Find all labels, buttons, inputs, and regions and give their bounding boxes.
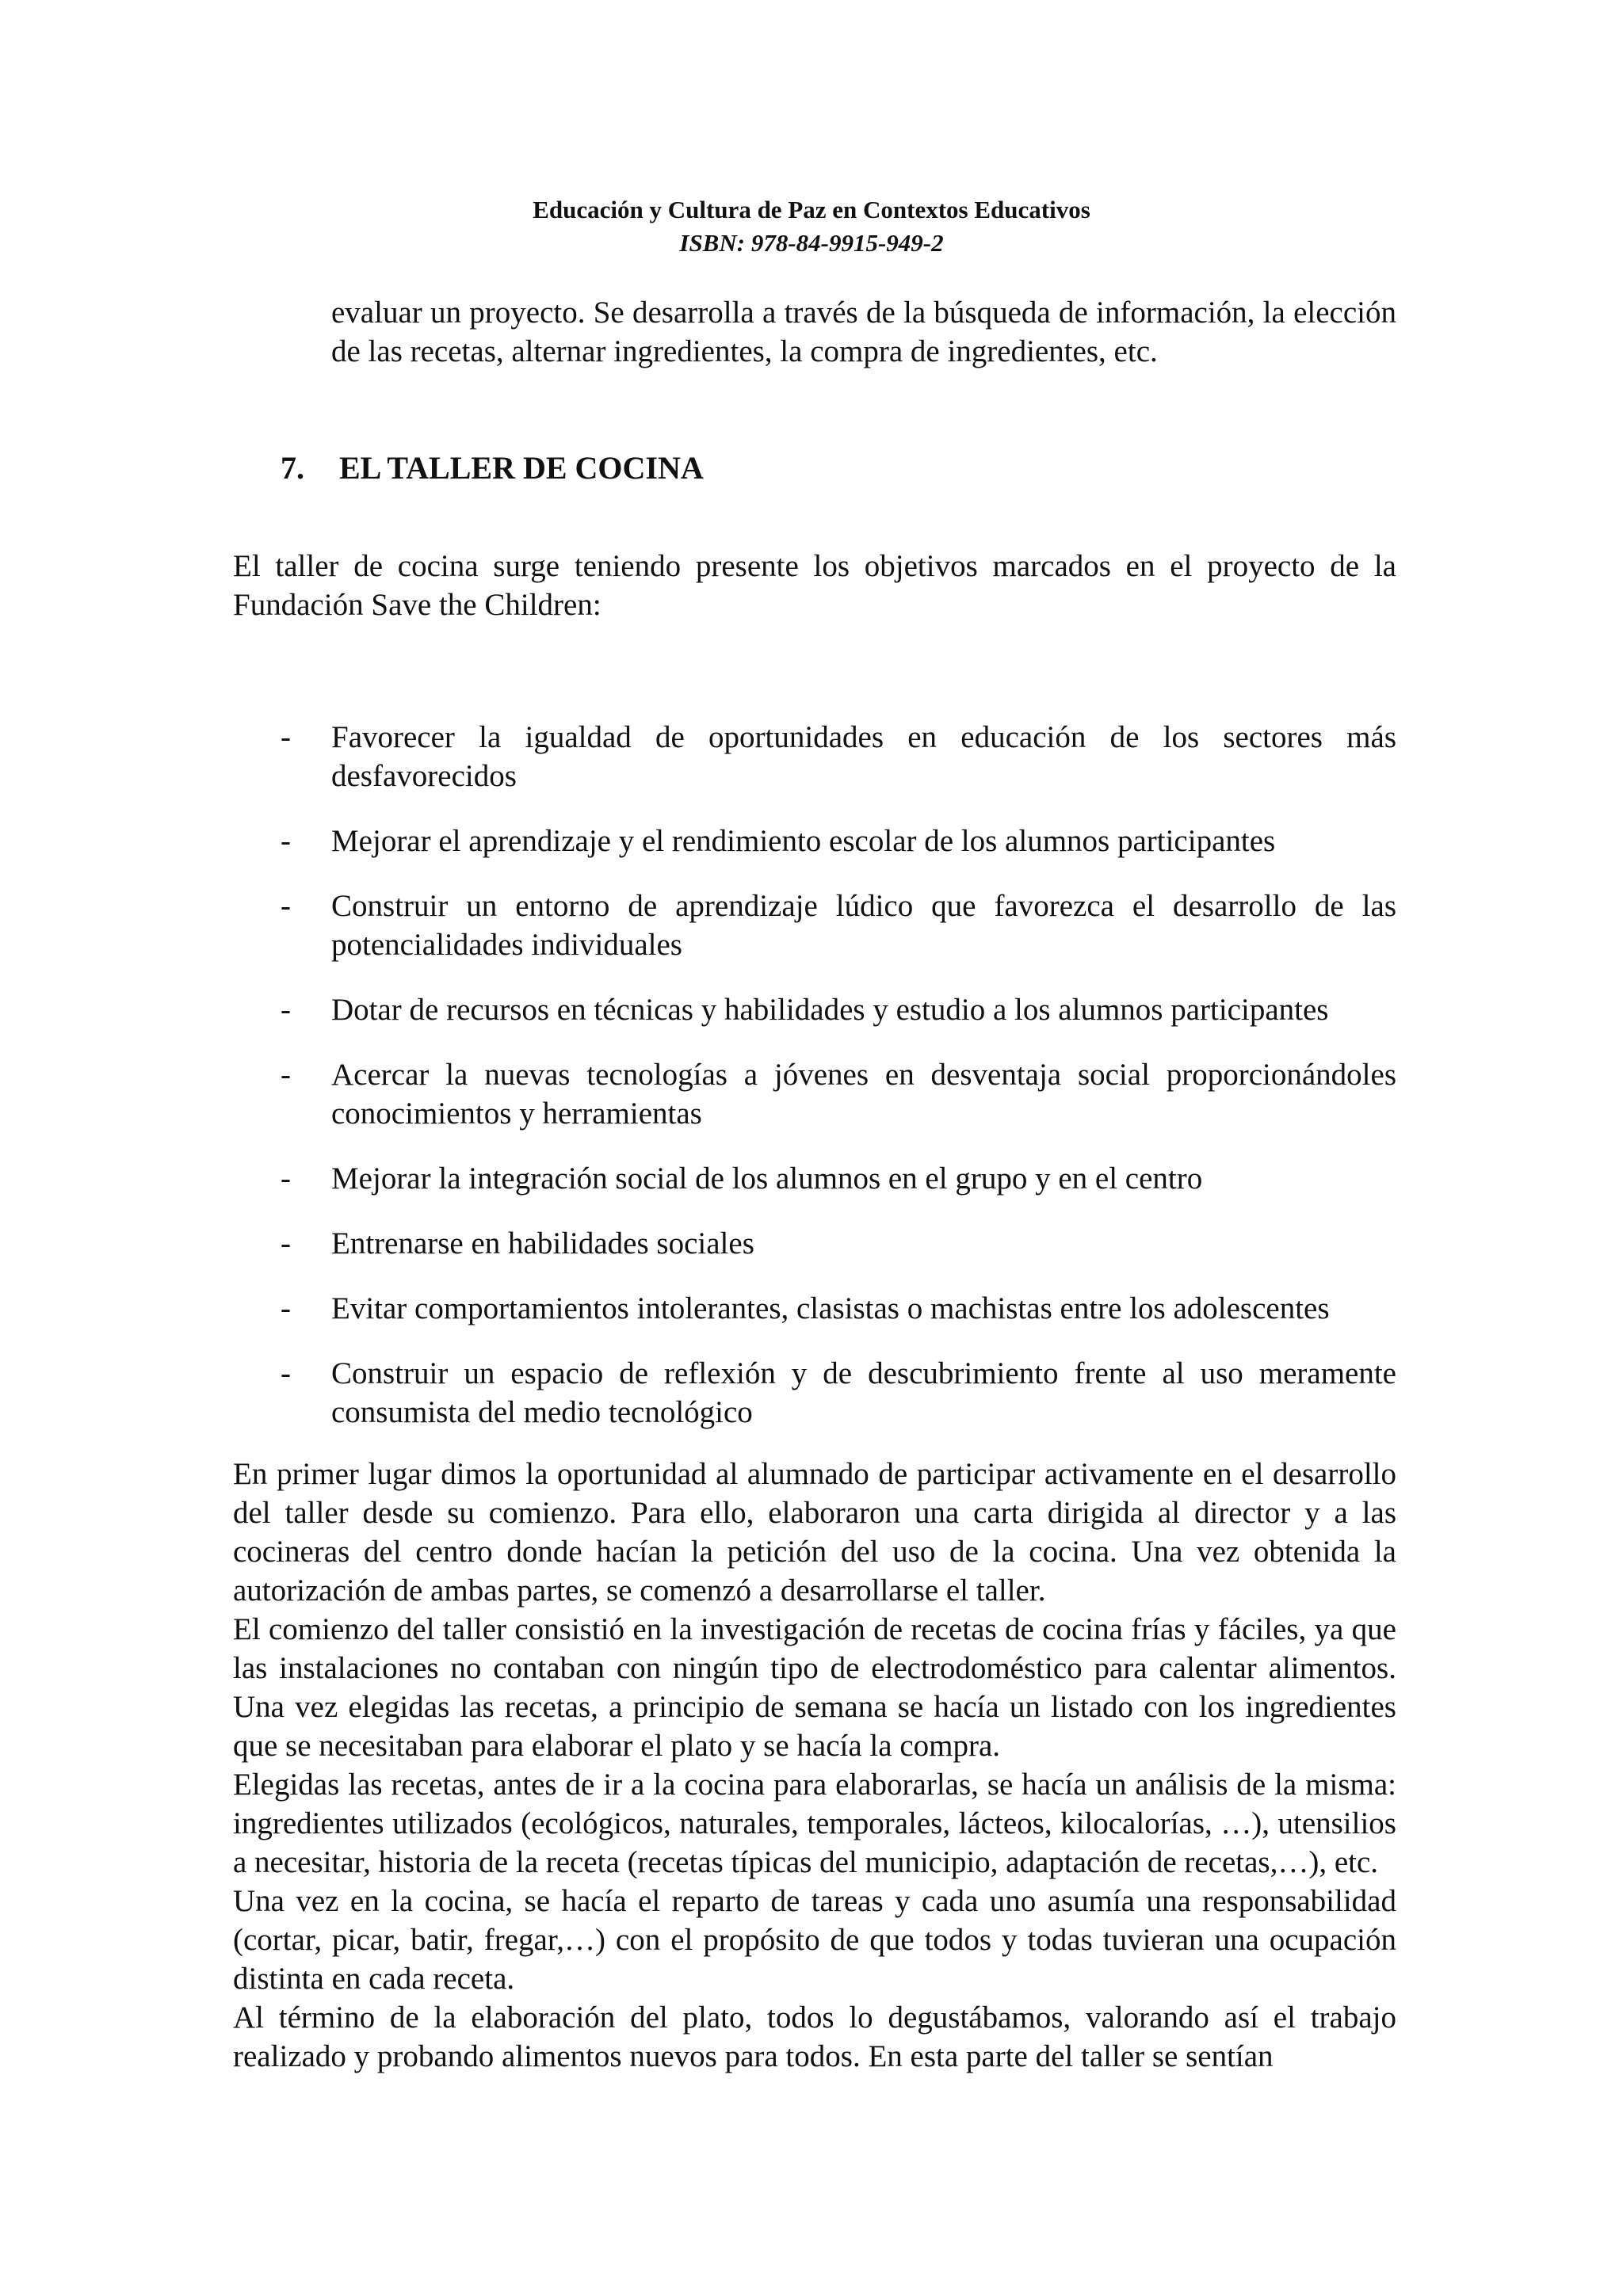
objectives-list — [281, 718, 1396, 1458]
bullet-dash: - — [281, 1161, 291, 1196]
list-item: - Mejorar el aprendizaje y el rendimiento escolar de los alumnos participantes — [281, 822, 1396, 860]
isbn: ISBN: 978-84-9915-949-2 — [679, 229, 944, 257]
page-header — [0, 193, 1623, 260]
bullet-dash: - — [281, 993, 291, 1027]
bullet-dash: - — [281, 889, 291, 923]
paragraph: Al término de la elaboración del plato, todos lo degustábamos, valorando así el trabajo realizado y probando alimentos nuevos para todos. En esta parte del taller se sentían — [233, 2000, 1396, 2073]
bullet-dash: - — [281, 1058, 291, 1092]
section-title: EL TALLER DE COCINA — [339, 450, 704, 486]
list-item: - Acercar la nuevas tecnologías a jóvenes en desventaja social proporcionándoles conocimientos y herramientas — [281, 1055, 1396, 1133]
list-item: - Dotar de recursos en técnicas y habilidades y estudio a los alumnos participantes — [281, 990, 1396, 1029]
bullet-dash: - — [281, 824, 291, 858]
bullet-dash: - — [281, 1356, 291, 1390]
list-item: - Construir un espacio de reflexión y de descubrimiento frente al uso meramente consumista del medio tecnológico — [281, 1354, 1396, 1432]
list-item: - Evitar comportamientos intolerantes, clasistas o machistas entre los adolescentes — [281, 1289, 1396, 1328]
list-item: - Entrenarse en habilidades sociales — [281, 1224, 1396, 1263]
continuation-paragraph: evaluar un proyecto. Se desarrolla a través de la búsqueda de información, la elección de las recetas, alternar ingredientes, la compra de ingredientes, etc. — [331, 296, 1396, 368]
paragraph: Una vez en la cocina, se hacía el reparto de tareas y cada uno asumía una responsabilidad (cortar, picar, batir, fregar,…) con el propósito de que todos y todas tuvieran una ocupación distinta en cada receta. — [233, 1884, 1396, 1996]
bullet-dash: - — [281, 720, 291, 754]
book-title: Educación y Cultura de Paz en Contextos Educativos — [533, 196, 1090, 223]
paragraph: En primer lugar dimos la oportunidad al alumnado de participar activamente en el desarrollo del taller desde su comienzo. Para ello, elaboraron una carta dirigida al director y a las cocineras del centro donde hacían la petición del uso de la cocina. Una vez obtenida la autorización de ambas partes, se comenzó a desarrollarse el taller. — [233, 1457, 1396, 1608]
list-item: - Favorecer la igualdad de oportunidades en educación de los sectores más desfavorecidos — [281, 718, 1396, 795]
section-number: 7. — [281, 450, 304, 486]
paragraph: El comienzo del taller consistió en la investigación de recetas de cocina frías y fáciles, ya que las instalaciones no contaban con ningún tipo de electrodoméstico para calentar alimentos. Una vez elegidas las recetas, a principio de semana se hacía un listado con los ingredientes que se necesitaban para elaborar el plato y se hacía la compra. — [233, 1612, 1396, 1763]
section-heading — [281, 448, 704, 488]
bullet-dash: - — [281, 1291, 291, 1325]
list-item: - Mejorar la integración social de los alumnos en el grupo y en el centro — [281, 1159, 1396, 1198]
body-text — [233, 1455, 1396, 2076]
paragraph: Elegidas las recetas, antes de ir a la cocina para elaborarlas, se hacía un análisis de la misma: ingredientes utilizados (ecológicos, naturales, temporales, lácteos, kilocalorías, …), utensilios a necesitar, historia de la receta (recetas típicas del municipio, adaptación de recetas,…), etc. — [233, 1768, 1396, 1879]
bullet-dash: - — [281, 1226, 291, 1261]
intro-paragraph: El taller de cocina surge teniendo presente los objetivos marcados en el proyecto de la Fundación Save the Children: — [233, 549, 1396, 622]
list-item: - Construir un entorno de aprendizaje lúdico que favorezca el desarrollo de las potencialidades individuales — [281, 887, 1396, 964]
